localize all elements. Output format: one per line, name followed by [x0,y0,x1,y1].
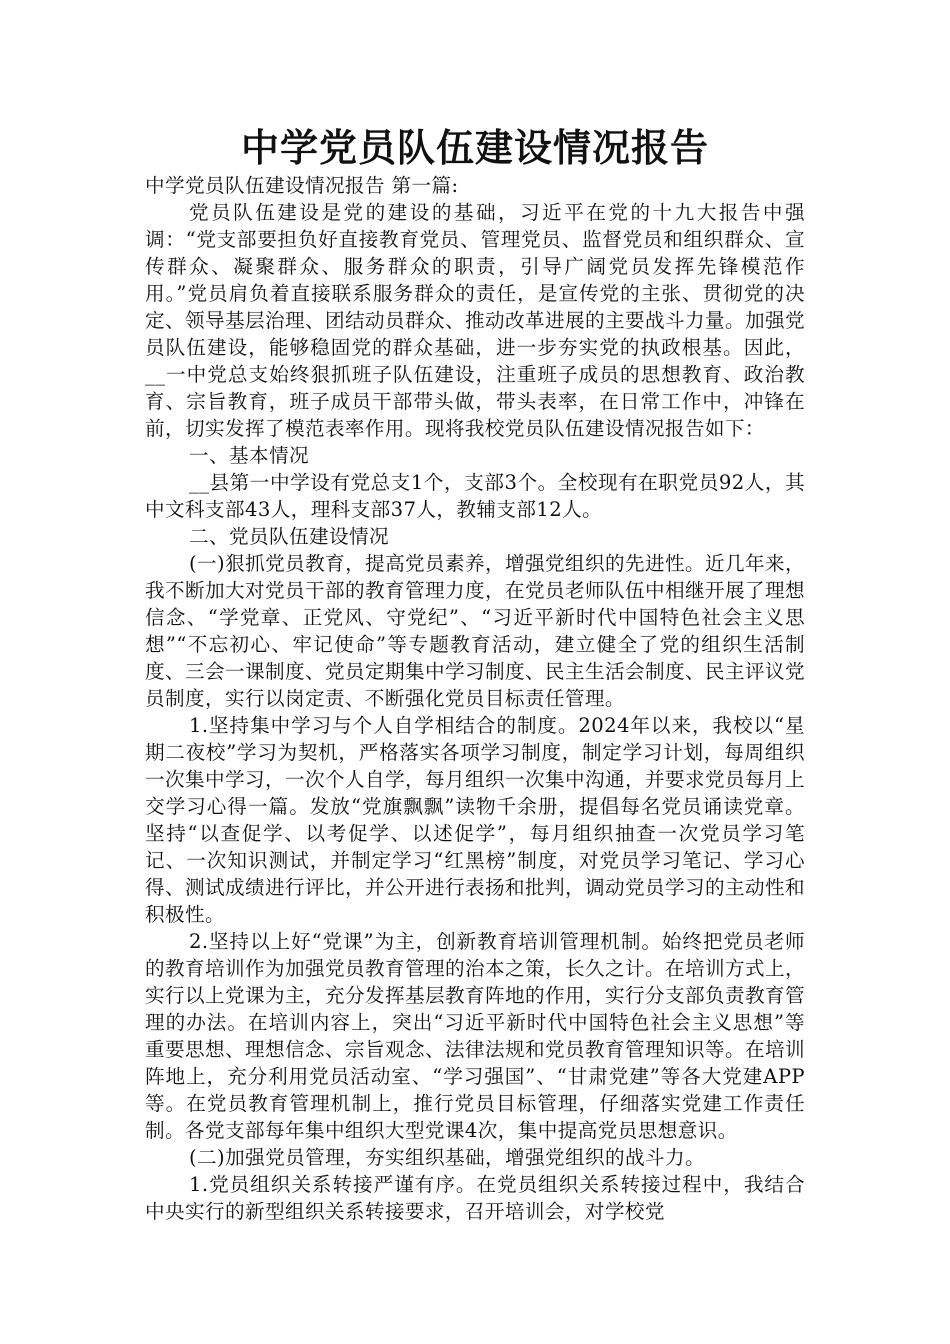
document-body [145,172,805,1225]
paragraph-party-lesson: 2.坚持以上好“党课”为主，创新教育培训管理机制。始终把党员老师的教育培训作为加强党员教育管理的治本之策，长久之计。在培训方式上，实行以上党课为主，充分发挥基层教育阵地的作用，实行分支部负责教育管理的办法。在培训内容上，突出“习近平新时代中国特色社会主义思想”等重要思想、理想信念、宗旨观念、法律法规和党员教育管理知识等。在培训阵地上，充分利用党员活动室、“学习强国”、“甘肃党建”等各大党建APP等。在党员教育管理机制上，推行党员目标管理，仔细落实党建工作责任制。各党支部每年集中组织大型党课4次，集中提高党员思想意识。 [145,930,805,1142]
document-title: 中学党员队伍建设情况报告 [240,126,709,170]
subsection-heading-management: (二)加强党员管理，夯实组织基础，增强党组织的战斗力。 [189,1146,705,1169]
paragraph-education: (一)狠抓党员教育，提高党员素养，增强党组织的先进性。近几年来，我不断加大对党员干部的教育管理力度，在党员老师队伍中相继开展了理想信念、“学党章、正党风、守党纪”、“习近平新时代中国特色社会主义思想”“不忘初心、牢记使命”等专题教育活动，建立健全了党的组织生活制度、三会一课制度、党员定期集中学习制度、民主生活会制度、民主评议党员制度，实行以岗定责、不断强化党员目标责任管理。 [145,552,805,710]
section-heading-basic: 一、基本情况 [189,444,309,467]
paragraph-subtitle: 中学党员队伍建设情况报告 第一篇: [145,174,459,197]
paragraph-relation-transfer: 1.党员组织关系转接严谨有序。在党员组织关系转接过程中，我结合中央实行的新型组织关系转接要求，召开培训会，对学校党 [145,1173,805,1223]
section-heading-construction: 二、党员队伍建设情况 [189,525,389,548]
paragraph-basic-info: __县第一中学设有党总支1个，支部3个。全校现有在职党员92人，其中文科支部43人，理科支部37人，教辅支部12人。 [145,471,805,521]
paragraph-study-system: 1.坚持集中学习与个人自学相结合的制度。2024年以来，我校以“星期二夜校”学习为契机，严格落实各项学习制度，制定学习计划，每周组织一次集中学习，一次个人自学，每月组织一次集中沟通，并要求党员每月上交学习心得一篇。发放“党旗飘飘”读物千余册，提倡每名党员诵读党章。坚持“以查促学、以考促学、以述促学”，每月组织抽查一次党员学习笔记、一次知识测试，并制定学习“红黑榜”制度，对党员学习笔记、学习心得、测试成绩进行评比，并公开进行表扬和批判，调动党员学习的主动性和积极性。 [145,714,805,926]
paragraph-intro: 党员队伍建设是党的建设的基础，习近平在党的十九大报告中强调：“党支部要担负好直接教育党员、管理党员、监督党员和组织群众、宣传群众、凝聚群众、服务群众的职责，引导广阔党员发挥先锋模范作用。”党员肩负着直接联系服务群众的责任，是宣传党的主张、贯彻党的决定、领导基层治理、团结动员群众、推动改革进展的主要战斗力量。加强党员队伍建设，能够稳固党的群众基础，进一步夯实党的执政根基。因此，__一中党总支始终狠抓班子队伍建设，注重班子成员的思想教育、政治教育、宗旨教育，班子成员干部带头做，带头表率，在日常工作中，冲锋在前，切实发挥了模范表率作用。现将我校党员队伍建设情况报告如下： [145,201,805,440]
